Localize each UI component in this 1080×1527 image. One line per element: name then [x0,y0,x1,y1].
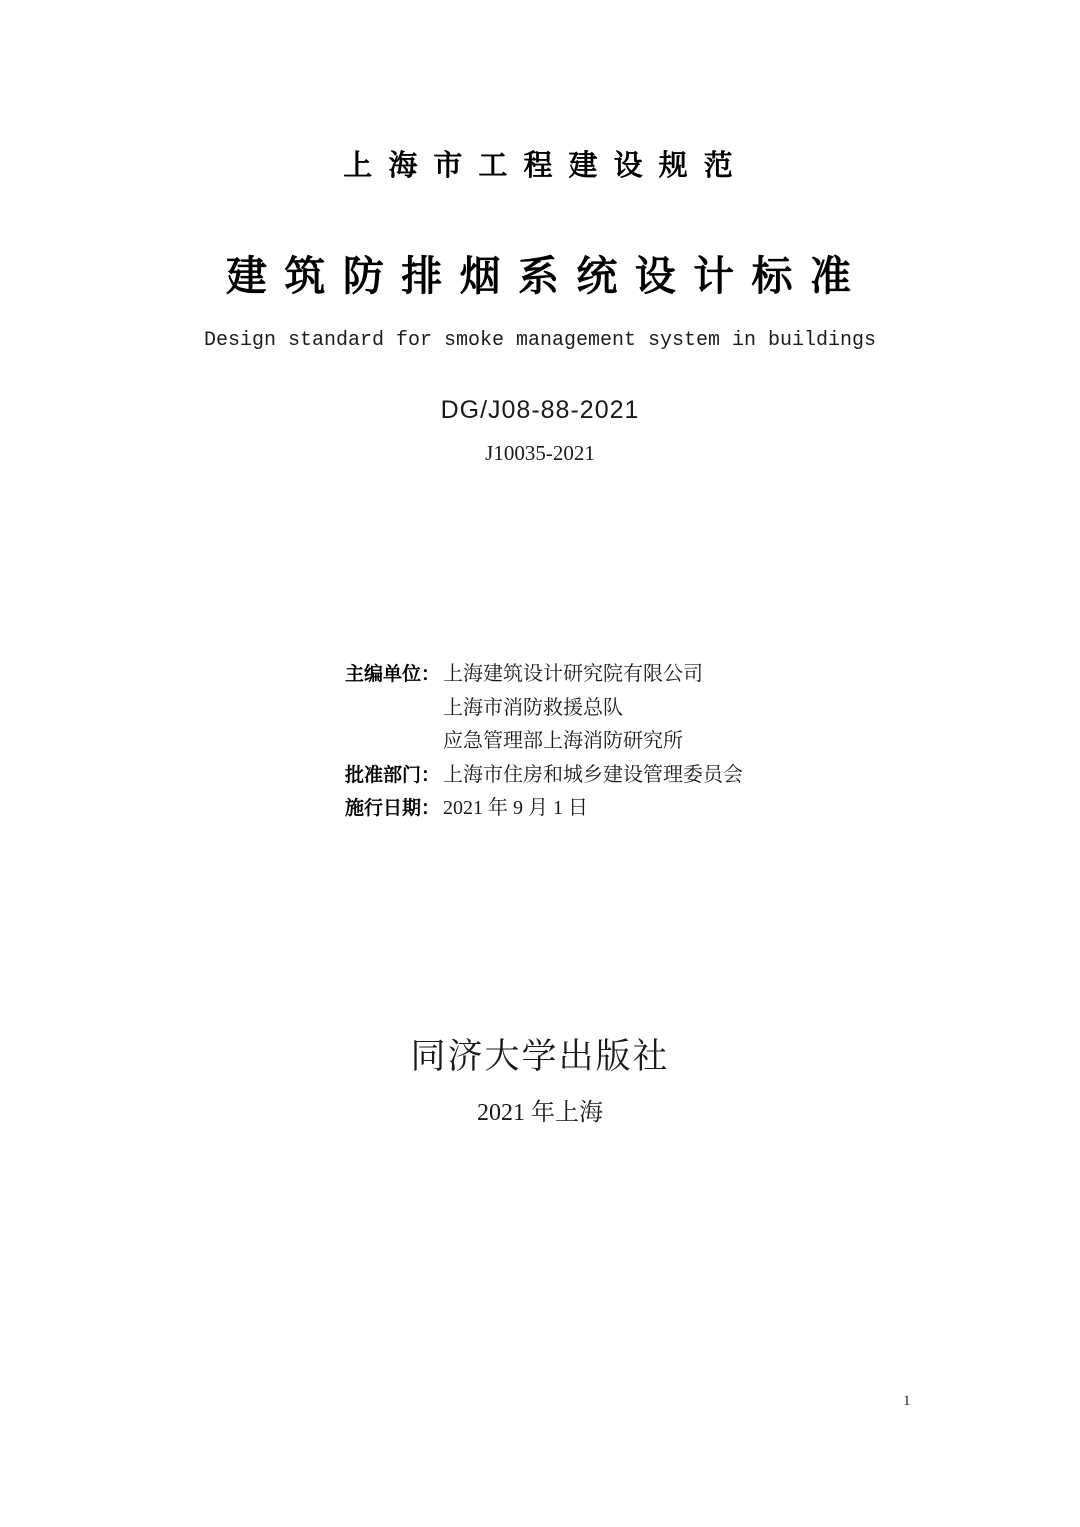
filing-code: J10035-2021 [485,441,595,465]
series-label: 上 海 市 工 程 建 设 规 范 [343,150,737,182]
standard-code: DG/J08-88-2021 [440,396,640,424]
editor-unit-1: 上海建筑设计研究院有限公司 [443,663,703,685]
editor-units-line [345,725,743,759]
document-title: 建 筑 防 排 烟 系 统 设 计 标 准 [226,253,854,299]
document-title-english: Design standard for smoke management system in buildings [203,329,877,352]
publisher-name: 同济大学出版社 [410,1037,670,1076]
editor-unit-2: 上海市消防救援总队 [443,696,623,719]
effective-date-value: 2021 年 9 月 1 日 [443,797,588,819]
editor-units-line [345,692,743,726]
publication-year-place: 2021 年上海 [477,1100,603,1126]
page-number: 1 [903,1393,911,1409]
effective-date-label: 施行日期： [345,798,441,819]
approval-dept-line [345,759,743,793]
editor-unit-3: 应急管理部上海消防研究所 [443,730,683,752]
editor-units-line [345,658,743,692]
approval-dept-value: 上海市住房和城乡建设管理委员会 [443,763,743,786]
effective-date-line [345,792,743,826]
editor-units-label: 主编单位： [345,664,441,685]
publication-info-block [345,658,743,826]
approval-dept-label: 批准部门： [345,764,441,786]
